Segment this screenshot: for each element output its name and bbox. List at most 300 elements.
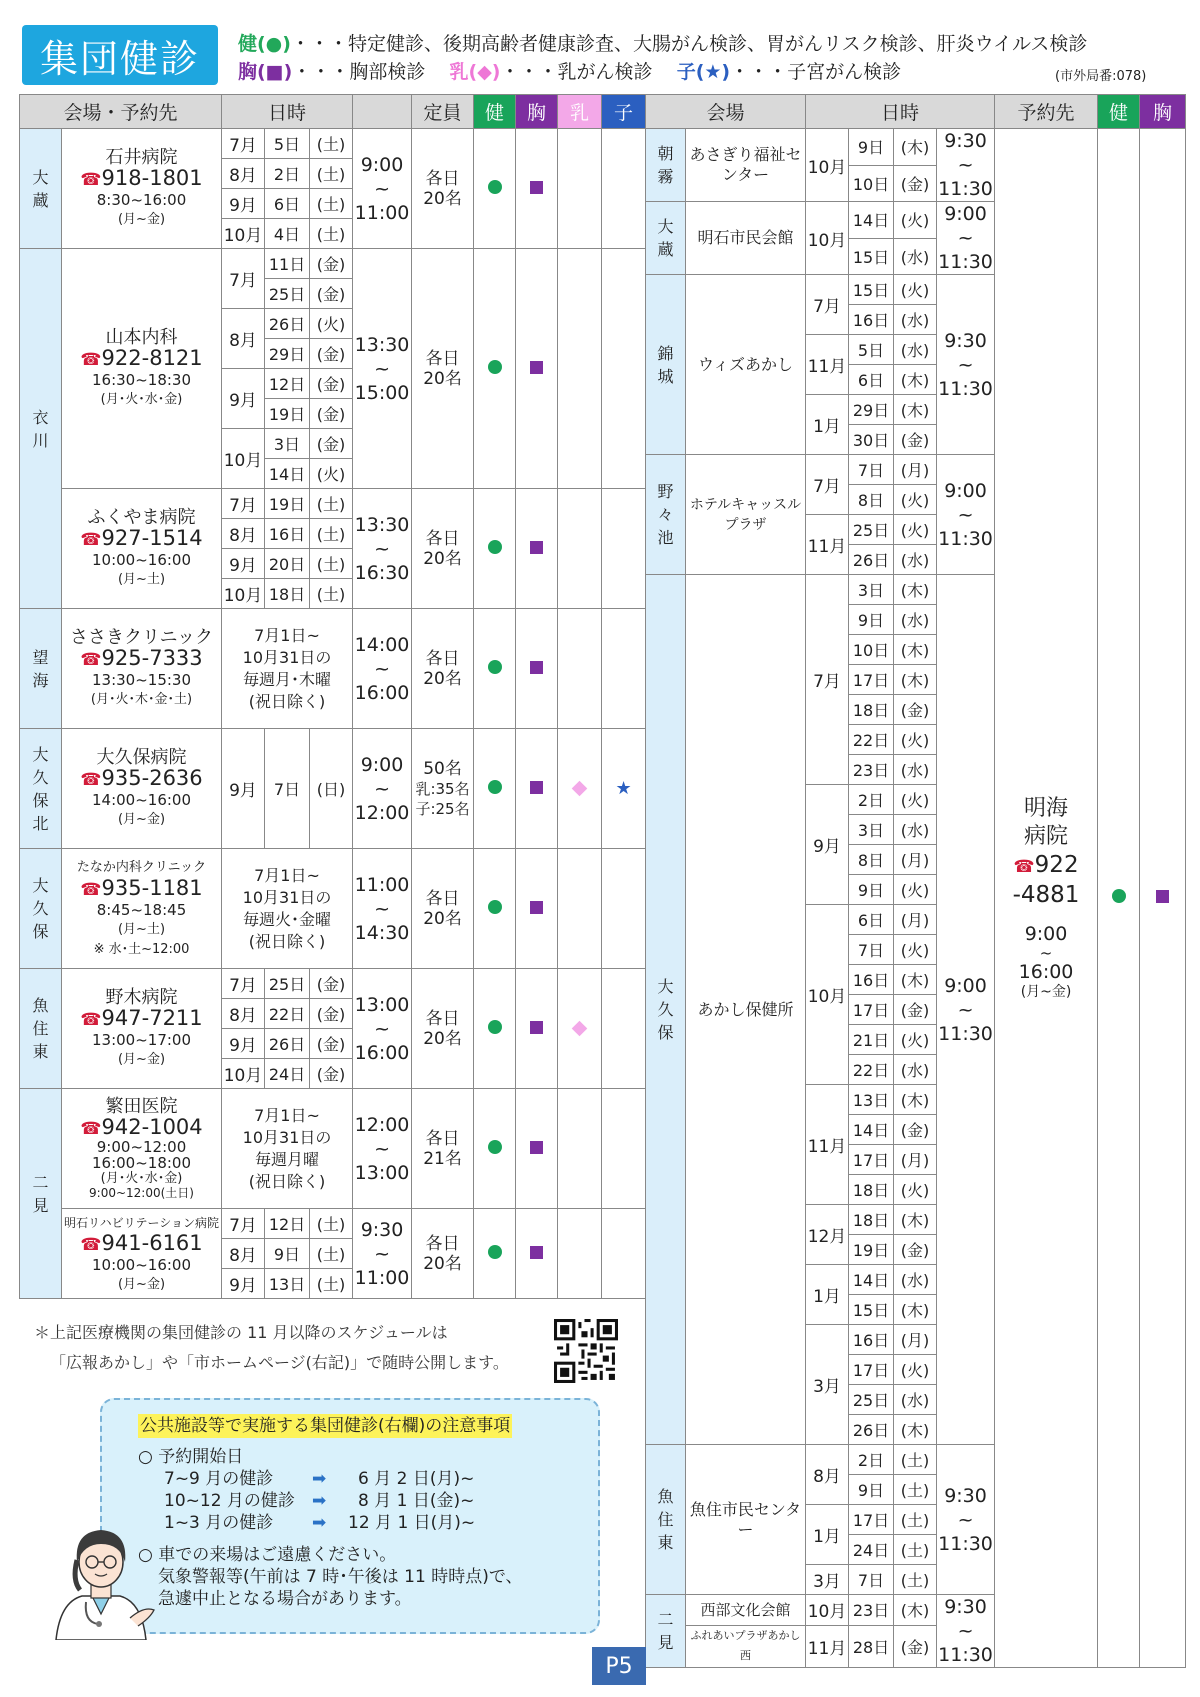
weekday: (火) bbox=[310, 309, 353, 339]
mune-square-icon bbox=[530, 661, 543, 674]
day: 15日 bbox=[849, 275, 894, 305]
weekday: (水) bbox=[894, 1385, 937, 1415]
phone-number[interactable]: 925-7333 bbox=[101, 645, 203, 670]
area-label: 大 久 保 北 bbox=[20, 729, 62, 849]
day: 19日 bbox=[265, 489, 310, 519]
month: 9月 bbox=[222, 1029, 265, 1059]
legend-ken-key: 健(●) bbox=[238, 33, 291, 55]
weekday: (火) bbox=[894, 785, 937, 815]
time-range: 9:00 ~ 11:00 bbox=[353, 129, 412, 249]
capacity: 各日 21名 bbox=[412, 1089, 474, 1209]
day: 25日 bbox=[265, 969, 310, 999]
phone-icon: ☎ bbox=[1013, 857, 1035, 877]
days-2: 9:00~12:00(土日) bbox=[89, 1185, 194, 1200]
capacity: 各日 20名 bbox=[412, 1209, 474, 1299]
ken-mark bbox=[474, 249, 516, 489]
phone-number-1[interactable]: 922 bbox=[1034, 852, 1079, 878]
day: 25日 bbox=[265, 279, 310, 309]
legend-ko-key: 子(★) bbox=[676, 61, 731, 83]
phone-icon: ☎ bbox=[80, 529, 102, 550]
area-label: 錦 城 bbox=[646, 275, 686, 455]
month: 7月 bbox=[222, 969, 265, 999]
phone-number-2[interactable]: -4881 bbox=[1012, 882, 1080, 908]
area-label: 二 見 bbox=[20, 1089, 62, 1299]
weekday: (木) bbox=[894, 965, 937, 995]
weekday: (土) bbox=[894, 1505, 937, 1535]
weekday: (水) bbox=[894, 545, 937, 575]
days: (月~土) bbox=[117, 571, 166, 587]
area-label: 望 海 bbox=[20, 609, 62, 729]
nyu-mark bbox=[558, 969, 602, 1089]
phone-icon: ☎ bbox=[80, 1118, 102, 1139]
weekday: (金) bbox=[894, 1115, 937, 1145]
weekday: (火) bbox=[894, 935, 937, 965]
mune-mark bbox=[516, 1089, 558, 1209]
reserve-name-1: 明海 bbox=[1024, 796, 1069, 821]
mune-mark bbox=[516, 129, 558, 249]
nyu-mark bbox=[558, 1089, 602, 1209]
venue-uozumi: 魚住市民センター bbox=[686, 1445, 806, 1595]
venue-nonoike: ホテルキャッスルプラザ bbox=[686, 455, 806, 575]
venue-seibu-bunka: 西部文化会館 bbox=[686, 1595, 806, 1626]
capacity: 各日 20名 bbox=[412, 489, 474, 609]
reserve-hours: 9:00 bbox=[1024, 923, 1068, 945]
weekday: (金) bbox=[894, 995, 937, 1025]
venue-fureai-plaza: ふれあいプラザあかし西 bbox=[686, 1625, 806, 1667]
day: 12日 bbox=[265, 369, 310, 399]
ken-mark bbox=[474, 1089, 516, 1209]
reserve-meikai-hospital bbox=[995, 129, 1098, 1668]
month: 11月 bbox=[806, 1625, 849, 1667]
day: 8日 bbox=[849, 845, 894, 875]
day: 19日 bbox=[265, 399, 310, 429]
hours: 16:30~18:30 bbox=[91, 370, 192, 389]
legend-mune-key: 胸(■) bbox=[238, 61, 293, 83]
month: 10月 bbox=[806, 1595, 849, 1626]
weekday: (火) bbox=[894, 1025, 937, 1055]
weekday: (金) bbox=[310, 429, 353, 459]
weekday: (金) bbox=[894, 165, 937, 202]
legend-nyu-desc: ・・・乳がん検診 bbox=[500, 61, 653, 83]
header-date: 日時 bbox=[222, 95, 353, 129]
ken-dot-icon bbox=[488, 180, 502, 194]
header-capacity: 定員 bbox=[412, 95, 474, 129]
ken-mark bbox=[1098, 129, 1140, 1668]
days: (月~金) bbox=[117, 1276, 166, 1292]
weekday: (火) bbox=[894, 515, 937, 545]
area-label: 衣 川 bbox=[20, 249, 62, 609]
month: 3月 bbox=[806, 1565, 849, 1595]
header-date: 日時 bbox=[806, 95, 995, 129]
day: 7日 bbox=[265, 729, 310, 849]
weekday: (土) bbox=[310, 219, 353, 249]
reserve-start-2: 8 月 1 日(金)~ bbox=[358, 1491, 475, 1511]
area-label: 朝 霧 bbox=[646, 129, 686, 202]
hours: 9:00~12:00 bbox=[96, 1137, 187, 1156]
time-range: 9:30 ~ 11:30 bbox=[937, 1445, 995, 1595]
arrow-right-icon: ➡ bbox=[312, 1491, 327, 1511]
ko-mark bbox=[602, 849, 646, 969]
reserve-hours-tilde: ~ bbox=[1039, 944, 1053, 962]
month: 9月 bbox=[806, 785, 849, 905]
weekday: (水) bbox=[894, 1055, 937, 1085]
weekday: (金) bbox=[310, 399, 353, 429]
nyu-mark bbox=[558, 489, 602, 609]
hours: 14:00~16:00 bbox=[91, 790, 192, 809]
phone-icon: ☎ bbox=[80, 879, 102, 900]
area-label: 魚 住 東 bbox=[20, 969, 62, 1089]
reserve-start-3: 12 月 1 日(月)~ bbox=[348, 1513, 476, 1533]
ken-dot-icon bbox=[488, 1140, 502, 1154]
weekday: (水) bbox=[894, 305, 937, 335]
date-span: 7月1日~ 10月31日の 毎週月曜 (祝日除く) bbox=[222, 1089, 353, 1209]
month: 10月 bbox=[806, 129, 849, 202]
day: 26日 bbox=[265, 309, 310, 339]
day: 21日 bbox=[849, 1025, 894, 1055]
month: 7月 bbox=[806, 275, 849, 335]
time-range: 13:00 ~ 16:00 bbox=[353, 969, 412, 1089]
ken-dot-icon bbox=[488, 360, 502, 374]
month: 11月 bbox=[806, 515, 849, 575]
day: 16日 bbox=[849, 1325, 894, 1355]
ken-dot-icon bbox=[488, 540, 502, 554]
hours: 8:45~18:45 bbox=[96, 900, 187, 919]
ken-dot-icon bbox=[488, 900, 502, 914]
ko-mark bbox=[602, 489, 646, 609]
month: 10月 bbox=[222, 579, 265, 609]
time-range: 12:00 ~ 13:00 bbox=[353, 1089, 412, 1209]
day: 13日 bbox=[849, 1085, 894, 1115]
caution-heading: 公共施設等で実施する集団健診(右欄)の注意事項 bbox=[140, 1416, 511, 1436]
month: 7月 bbox=[222, 129, 265, 159]
day: 8日 bbox=[849, 485, 894, 515]
mune-square-icon bbox=[530, 1021, 543, 1034]
nyu-mark bbox=[558, 729, 602, 849]
left-schedule-table bbox=[19, 94, 646, 1299]
weekday: (金) bbox=[894, 695, 937, 725]
venue-name: ささきクリニック bbox=[70, 626, 213, 648]
month: 8月 bbox=[222, 999, 265, 1029]
day: 22日 bbox=[849, 1055, 894, 1085]
day: 7日 bbox=[849, 935, 894, 965]
days: (月･火･水･金) bbox=[100, 1170, 183, 1186]
venue-okura: 明石市民会館 bbox=[686, 202, 806, 275]
hours: 10:00~16:00 bbox=[91, 550, 192, 569]
time-range: 9:00 ~ 11:30 bbox=[937, 575, 995, 1445]
month: 8月 bbox=[222, 1239, 265, 1269]
day: 22日 bbox=[849, 725, 894, 755]
mune-square-icon bbox=[530, 901, 543, 914]
weekday: (金) bbox=[310, 999, 353, 1029]
mune-square-icon bbox=[530, 541, 543, 554]
ko-mark bbox=[602, 1209, 646, 1299]
area-label: 野 々 池 bbox=[646, 455, 686, 575]
month: 1月 bbox=[806, 1505, 849, 1565]
weekday: (木) bbox=[894, 1295, 937, 1325]
mune-square-icon bbox=[1156, 890, 1169, 903]
day: 5日 bbox=[265, 129, 310, 159]
weekday: (土) bbox=[310, 519, 353, 549]
mune-mark bbox=[516, 489, 558, 609]
mune-square-icon bbox=[530, 361, 543, 374]
ken-mark bbox=[474, 129, 516, 249]
reserve-start-1: 6 月 2 日(月)~ bbox=[358, 1469, 475, 1489]
day: 7日 bbox=[849, 1565, 894, 1595]
day: 16日 bbox=[849, 305, 894, 335]
phone-icon: ☎ bbox=[80, 169, 102, 190]
mune-mark bbox=[516, 1209, 558, 1299]
day: 17日 bbox=[849, 995, 894, 1025]
nyu-diamond-icon bbox=[572, 780, 588, 796]
month: 7月 bbox=[806, 455, 849, 515]
month: 9月 bbox=[222, 369, 265, 429]
day: 6日 bbox=[849, 365, 894, 395]
time-range: 9:30 ~ 11:30 bbox=[938, 1596, 993, 1666]
weekday: (水) bbox=[894, 1265, 937, 1295]
day: 22日 bbox=[265, 999, 310, 1029]
weekday: (土) bbox=[894, 1445, 937, 1475]
phone-number[interactable]: 947-7211 bbox=[101, 1005, 203, 1030]
day: 26日 bbox=[849, 1415, 894, 1445]
time-range: 9:00 ~ 11:30 bbox=[938, 203, 993, 273]
weekday: (火) bbox=[894, 875, 937, 905]
phone-number[interactable]: 935-2636 bbox=[101, 765, 203, 790]
venue-shigeta bbox=[62, 1089, 222, 1209]
area-label: 大 久 保 bbox=[646, 575, 686, 1445]
header-venue: 会場・予約先 bbox=[20, 95, 222, 129]
days: (月~土) bbox=[117, 921, 166, 937]
weekday: (金) bbox=[894, 1235, 937, 1265]
ken-dot-icon bbox=[488, 1020, 502, 1034]
day: 7日 bbox=[849, 455, 894, 485]
weekday: (火) bbox=[894, 1355, 937, 1385]
legend bbox=[238, 30, 1087, 86]
weekday: (土) bbox=[894, 1535, 937, 1565]
weekday: (土) bbox=[310, 579, 353, 609]
weekday: (木) bbox=[894, 575, 937, 605]
day: 2日 bbox=[849, 785, 894, 815]
header-ken: 健 bbox=[1098, 95, 1140, 129]
mune-mark bbox=[516, 969, 558, 1089]
day: 3日 bbox=[265, 429, 310, 459]
car-note: ○ 車での来場はご遠慮ください。 bbox=[138, 1545, 397, 1565]
reserve-period-2: 10~12 月の健診 bbox=[164, 1491, 295, 1511]
day: 9日 bbox=[265, 1239, 310, 1269]
weekday: (土) bbox=[310, 159, 353, 189]
ken-dot-icon bbox=[1112, 889, 1126, 903]
legend-nyu-key: 乳(◆) bbox=[449, 61, 501, 83]
time-range: 14:00 ~ 16:00 bbox=[353, 609, 412, 729]
weekday: (水) bbox=[894, 335, 937, 365]
venue-name: 繁田医院 bbox=[105, 1095, 178, 1117]
ko-mark bbox=[602, 129, 646, 249]
nyu-diamond-icon bbox=[572, 1020, 588, 1036]
month: 8月 bbox=[222, 519, 265, 549]
weekday: (土) bbox=[310, 549, 353, 579]
day: 26日 bbox=[265, 1029, 310, 1059]
day: 11日 bbox=[265, 249, 310, 279]
month: 3月 bbox=[806, 1325, 849, 1445]
hours: 10:00~16:00 bbox=[91, 1255, 192, 1274]
date-span: 7月1日~ 10月31日の 毎週火･金曜 (祝日除く) bbox=[222, 849, 353, 969]
day: 6日 bbox=[265, 189, 310, 219]
venue-fukuyama bbox=[62, 489, 222, 609]
nyu-mark bbox=[558, 849, 602, 969]
weekday: (土) bbox=[310, 1239, 353, 1269]
day: 17日 bbox=[849, 665, 894, 695]
venue-name: 明石リハビリテーション病院 bbox=[64, 1215, 219, 1230]
weekday: (火) bbox=[310, 459, 353, 489]
day: 25日 bbox=[849, 1385, 894, 1415]
weekday: (土) bbox=[310, 489, 353, 519]
month: 9月 bbox=[222, 189, 265, 219]
day: 14日 bbox=[849, 1115, 894, 1145]
time-range: 11:00 ~ 14:30 bbox=[353, 849, 412, 969]
month: 7月 bbox=[222, 1209, 265, 1239]
day: 9日 bbox=[849, 875, 894, 905]
day: 18日 bbox=[849, 1175, 894, 1205]
weekday: (月) bbox=[894, 455, 937, 485]
day: 23日 bbox=[849, 755, 894, 785]
weekday: (金) bbox=[894, 1625, 937, 1667]
area-label: 大 蔵 bbox=[20, 129, 62, 249]
month: 12月 bbox=[806, 1205, 849, 1265]
doctor-illustration-icon bbox=[46, 1510, 156, 1640]
weekday: (火) bbox=[894, 202, 937, 239]
weekday: (金) bbox=[310, 279, 353, 309]
ko-mark bbox=[602, 969, 646, 1089]
venue-okubo-hospital bbox=[62, 729, 222, 849]
day: 9日 bbox=[849, 605, 894, 635]
venue-asagiri: あさぎり福祉センター bbox=[686, 129, 806, 202]
day: 14日 bbox=[849, 1265, 894, 1295]
weekday: (金) bbox=[310, 969, 353, 999]
arrow-right-icon: ➡ bbox=[312, 1469, 327, 1489]
area-label: 魚 住 東 bbox=[646, 1445, 686, 1595]
month: 8月 bbox=[806, 1445, 849, 1505]
qr-code-icon[interactable] bbox=[554, 1319, 618, 1383]
nyu-mark bbox=[558, 609, 602, 729]
phone-icon: ☎ bbox=[80, 1234, 102, 1255]
ken-mark bbox=[474, 489, 516, 609]
time-range: 9:30 ~ 11:30 bbox=[937, 275, 995, 455]
day: 18日 bbox=[265, 579, 310, 609]
weekday: (金) bbox=[894, 425, 937, 455]
mune-mark bbox=[516, 729, 558, 849]
time-range: 9:00 ~ 12:00 bbox=[353, 729, 412, 849]
hours: 8:30~16:00 bbox=[96, 190, 187, 209]
phone-number[interactable]: 941-6161 bbox=[101, 1230, 203, 1255]
weekday: (木) bbox=[894, 1415, 937, 1445]
capacity: 各日 20名 bbox=[412, 969, 474, 1089]
venue-name: たなか内科クリニック bbox=[76, 859, 207, 875]
area-label: 大 久 保 bbox=[20, 849, 62, 969]
caution-box bbox=[100, 1398, 600, 1634]
capacity: 各日 20名 bbox=[412, 609, 474, 729]
nyu-mark bbox=[558, 249, 602, 489]
day: 4日 bbox=[265, 219, 310, 249]
day: 17日 bbox=[849, 1355, 894, 1385]
ko-star-icon: ★ bbox=[615, 778, 632, 799]
capacity: 各日 20名 bbox=[412, 849, 474, 969]
day: 9日 bbox=[849, 129, 894, 166]
month: 10月 bbox=[222, 429, 265, 489]
day: 15日 bbox=[849, 238, 894, 275]
day: 24日 bbox=[265, 1059, 310, 1089]
mune-mark bbox=[516, 249, 558, 489]
time-range: 13:30 ~ 15:00 bbox=[353, 249, 412, 489]
month: 8月 bbox=[222, 309, 265, 369]
phone-number[interactable]: 935-1181 bbox=[101, 875, 203, 900]
phone-number[interactable]: 927-1514 bbox=[101, 525, 203, 550]
mune-square-icon bbox=[530, 1141, 543, 1154]
venue-nogi bbox=[62, 969, 222, 1089]
weekday: (土) bbox=[310, 1269, 353, 1299]
day: 10日 bbox=[849, 635, 894, 665]
day: 13日 bbox=[265, 1269, 310, 1299]
day: 6日 bbox=[849, 905, 894, 935]
arrow-right-icon: ➡ bbox=[312, 1513, 327, 1533]
weekday: (火) bbox=[894, 1175, 937, 1205]
legend-ken-desc: ・・・特定健診、後期高齢者健康診査、大腸がん検診、胃がんリスク検診、肝炎ウイルス検診 bbox=[290, 33, 1088, 55]
day: 17日 bbox=[849, 1505, 894, 1535]
venue-name: ふくやま病院 bbox=[87, 506, 196, 528]
days: (月~金) bbox=[117, 811, 166, 827]
month: 9月 bbox=[222, 549, 265, 579]
time-range: 9:00 ~ 11:30 bbox=[937, 455, 995, 575]
header-mune: 胸 bbox=[1140, 95, 1186, 129]
day: 12日 bbox=[265, 1209, 310, 1239]
hours: 13:00~17:00 bbox=[91, 1030, 192, 1049]
day: 16日 bbox=[849, 965, 894, 995]
phone-number[interactable]: 918-1801 bbox=[101, 165, 203, 190]
venue-nishiki: ウィズあかし bbox=[686, 275, 806, 455]
note-line-1: ＊上記医療機関の集団健診の 11 月以降のスケジュールは bbox=[34, 1323, 448, 1342]
month: 1月 bbox=[806, 1265, 849, 1325]
venue-sasaki bbox=[62, 609, 222, 729]
venue-ishii bbox=[62, 129, 222, 249]
note-line-2: 「広報あかし」や「市ホームページ(右記)」で随時公開します。 bbox=[50, 1353, 509, 1372]
ken-mark bbox=[474, 729, 516, 849]
day: 5日 bbox=[849, 335, 894, 365]
month: 1月 bbox=[806, 395, 849, 455]
month: 10月 bbox=[222, 219, 265, 249]
day: 2日 bbox=[849, 1445, 894, 1475]
day: 25日 bbox=[849, 515, 894, 545]
phone-number[interactable]: 922-8121 bbox=[101, 345, 203, 370]
mune-mark bbox=[1140, 129, 1186, 1668]
day: 20日 bbox=[265, 549, 310, 579]
header-ken: 健 bbox=[474, 95, 516, 129]
day: 29日 bbox=[265, 339, 310, 369]
nyu-mark bbox=[558, 129, 602, 249]
mune-square-icon bbox=[530, 181, 543, 194]
month: 9月 bbox=[222, 1269, 265, 1299]
days: (月･火･水･金) bbox=[100, 391, 183, 407]
weekday: (土) bbox=[894, 1475, 937, 1505]
day: 26日 bbox=[849, 545, 894, 575]
phone-number[interactable]: 942-1004 bbox=[101, 1114, 203, 1139]
weekday: (金) bbox=[310, 1029, 353, 1059]
mune-square-icon bbox=[530, 1246, 543, 1259]
month: 10月 bbox=[806, 202, 849, 275]
days: (月･火･木･金･土) bbox=[90, 691, 193, 707]
weekday: (土) bbox=[310, 1209, 353, 1239]
header-mune: 胸 bbox=[516, 95, 558, 129]
month: 7月 bbox=[222, 489, 265, 519]
day: 3日 bbox=[849, 815, 894, 845]
weekday: (日) bbox=[310, 729, 353, 849]
